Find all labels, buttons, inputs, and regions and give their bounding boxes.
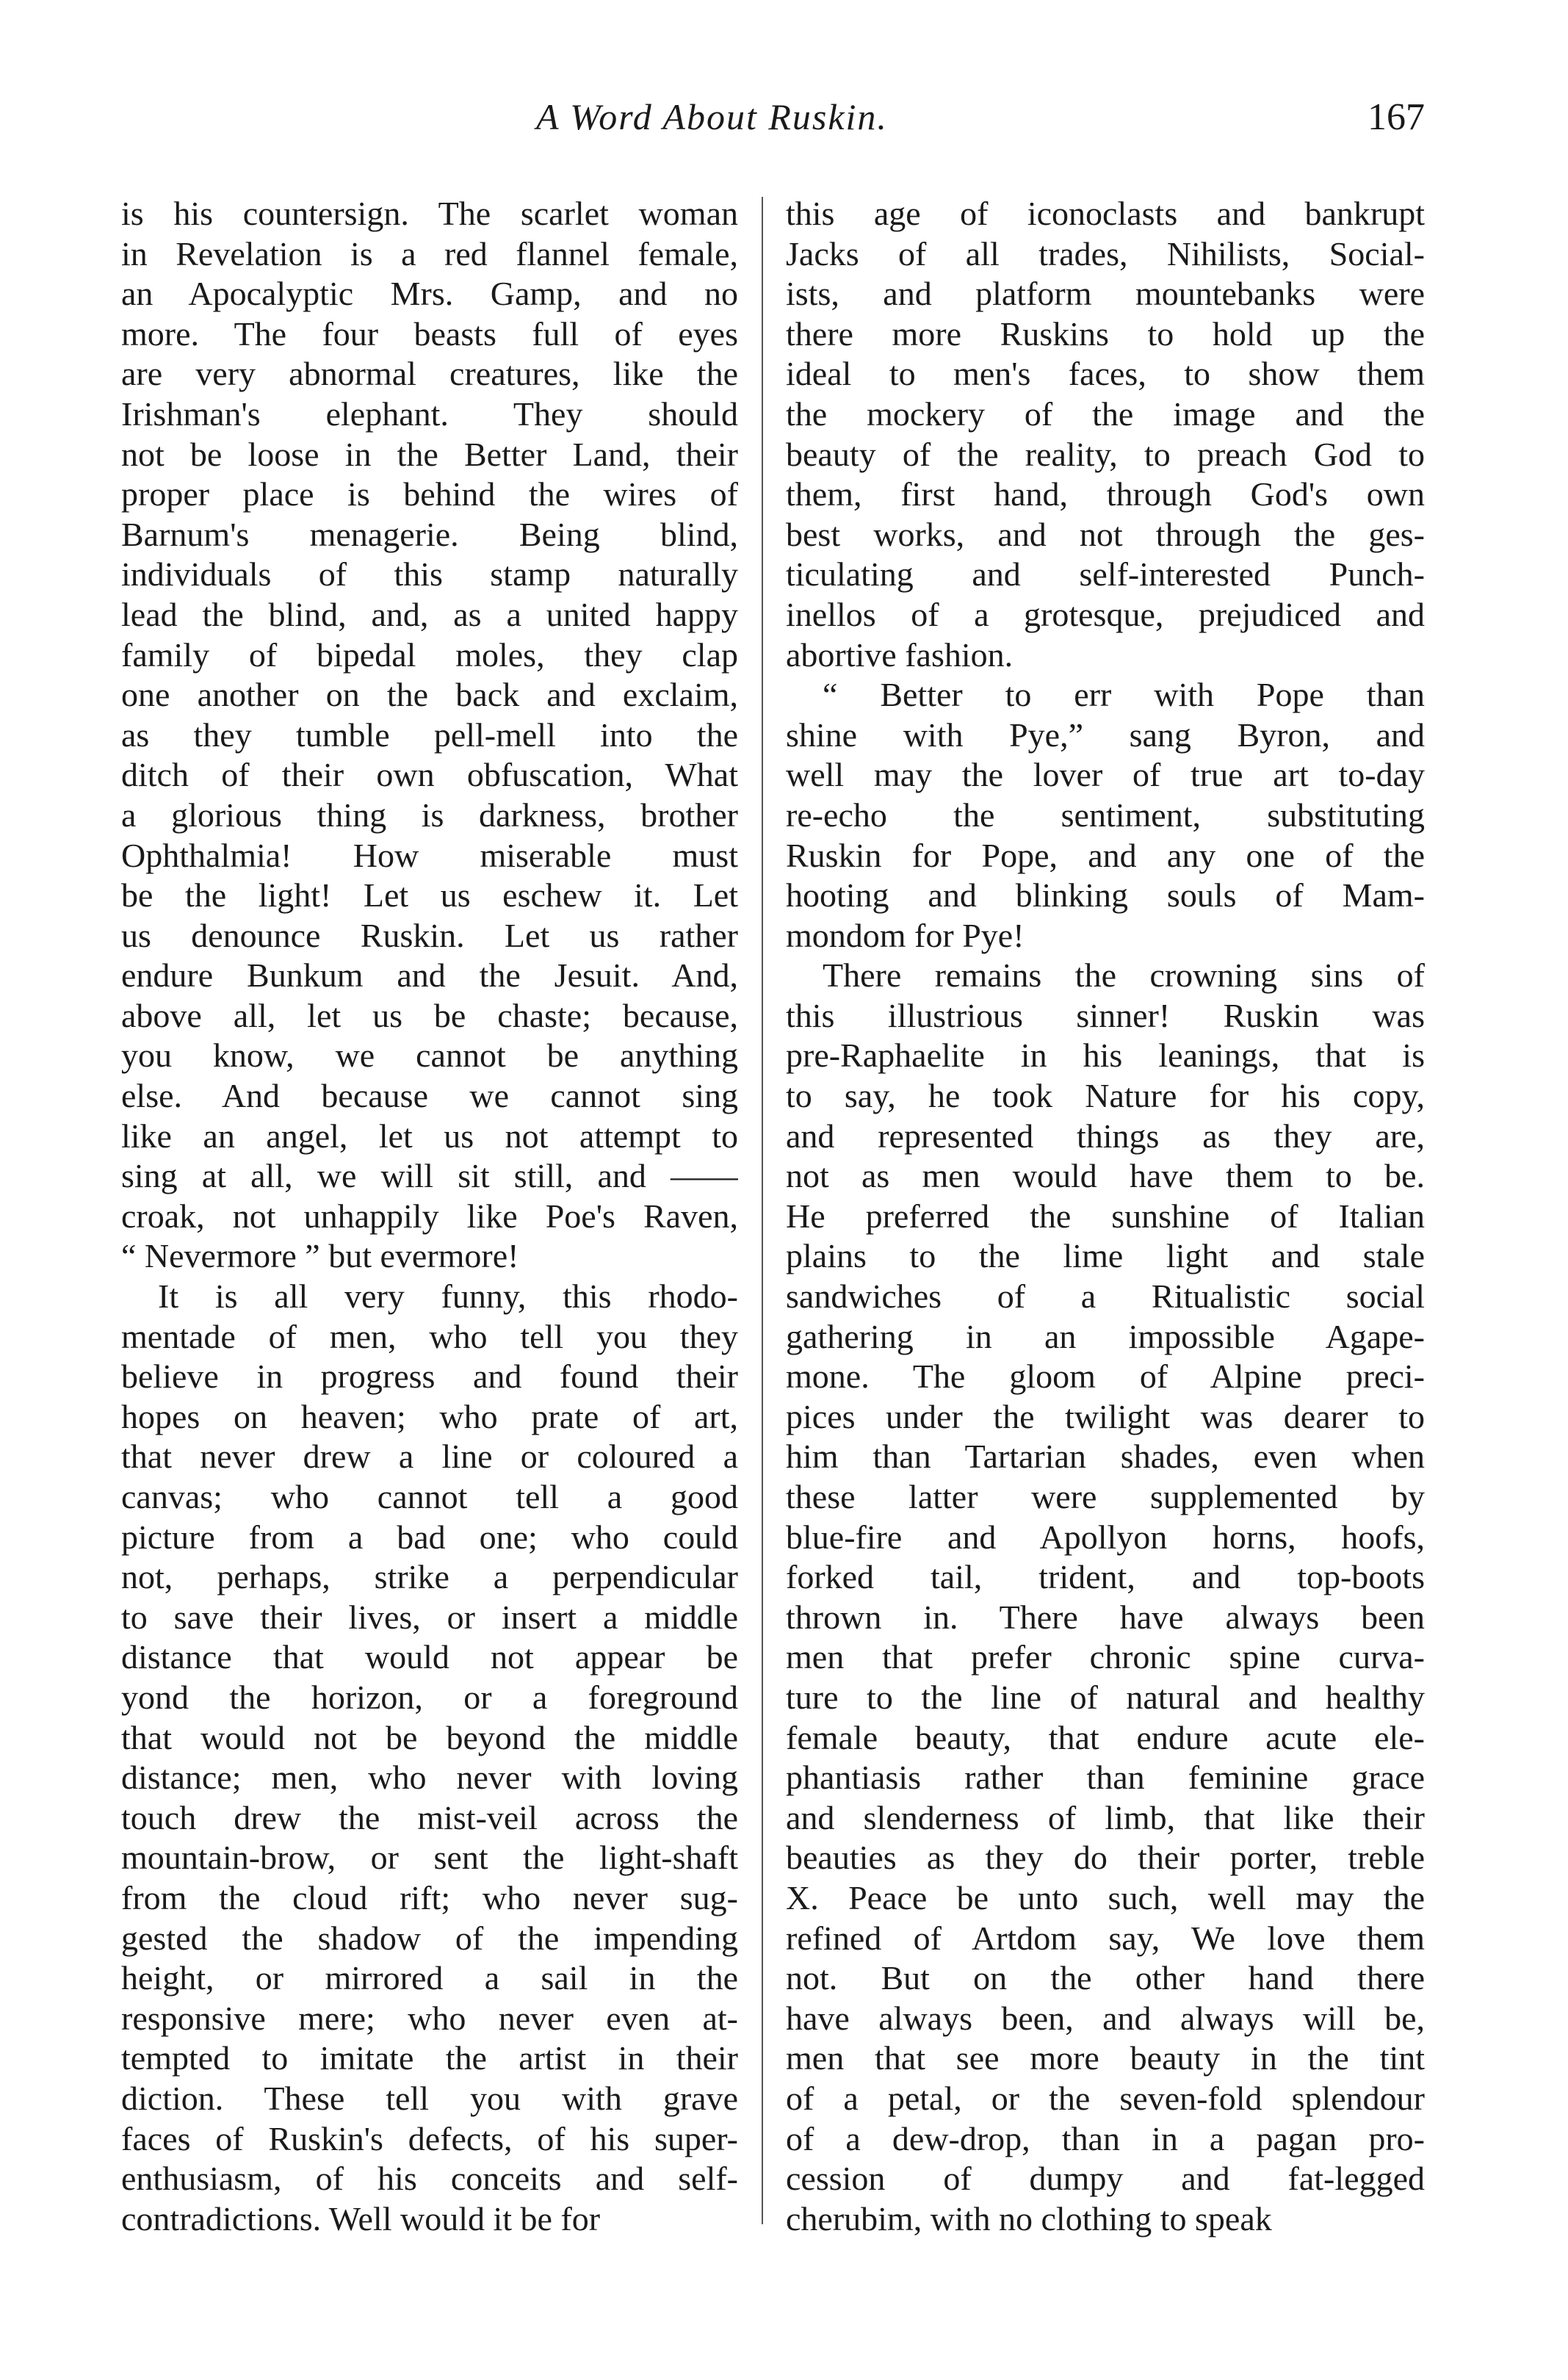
text-line: cession of dumpy and fat-legged [786,2160,1425,2198]
text-line: one another on the back and exclaim, [121,676,738,714]
text-line: family of bipedal moles, they clap [121,635,738,674]
text-line: a glorious thing is darkness, brother [121,796,738,834]
text-line: ideal to men's faces, to show them [786,355,1425,393]
text-line: lead the blind, and, as a united happy [121,595,738,633]
text-line: abortive fashion. [786,635,1014,674]
text-line: to save their lives, or insert a middle [121,1598,738,1636]
text-line: else. And because we cannot sing [121,1077,738,1115]
text-line: this illustrious sinner! Ruskin was [786,996,1425,1034]
text-line: It is all very funny, this rhodo- [158,1277,738,1316]
column-divider [762,197,763,2224]
text-line: phantiasis rather than feminine grace [786,1759,1425,1797]
text-line: be the light! Let us eschew it. Let [121,876,738,915]
text-line: enthusiasm, of his conceits and self- [121,2160,738,2198]
text-line: blue-fire and Apollyon horns, hoofs, [786,1518,1425,1556]
text-line: of a petal, or the seven-fold splendour [786,2079,1425,2117]
text-line: that would not be beyond the middle [121,1718,738,1756]
text-line: men that see more beauty in the tint [786,2039,1425,2077]
text-line: as they tumble pell-mell into the [121,715,738,754]
text-line: responsive mere; who never even at- [121,1999,738,2037]
text-line: and represented things as they are, [786,1117,1425,1155]
text-line: yond the horizon, or a foreground [121,1678,738,1716]
text-line: the mockery of the image and the [786,394,1425,433]
text-line: Barnum's menagerie. Being blind, [121,515,738,553]
text-line: mountain-brow, or sent the light-shaft [121,1839,738,1877]
right-column [786,194,1425,2239]
text-line: not as men would have them to be. [786,1157,1425,1195]
text-line: ture to the line of natural and healthy [786,1678,1425,1716]
text-line: to say, he took Nature for his copy, [786,1077,1425,1115]
text-line: Irishman's elephant. They should [121,394,738,433]
left-column [121,194,738,2239]
text-line: pre-Raphaelite in his leanings, that is [786,1036,1425,1075]
text-line: female beauty, that endure acute ele- [786,1718,1425,1756]
text-line: re-echo the sentiment, substituting [786,796,1425,834]
text-line: an Apocalyptic Mrs. Gamp, and no [121,275,738,313]
text-line: diction. These tell you with grave [121,2079,738,2117]
text-line: There remains the crowning sins of [823,956,1425,995]
text-line: canvas; who cannot tell a good [121,1478,738,1515]
text-line: gested the shadow of the impending [121,1919,738,1957]
text-line: “ Nevermore ” but evermore! [121,1237,519,1275]
text-line: sandwiches of a Ritualistic social [786,1277,1425,1316]
text-line: picture from a bad one; who could [121,1518,738,1556]
running-head [125,95,1432,154]
text-line: like an angel, let us not attempt to [121,1117,738,1155]
text-line: beauty of the reality, to preach God to [786,435,1425,473]
text-line: refined of Artdom say, We love them [786,1919,1425,1957]
text-line: not, perhaps, strike a perpendicular [121,1558,738,1596]
text-line: men that prefer chronic spine curva- [786,1638,1425,1676]
text-line: ists, and platform mountebanks were [786,275,1425,313]
text-line: of a dew-drop, than in a pagan pro- [786,2119,1425,2157]
text-line: distance; men, who never with loving [121,1759,738,1797]
text-line: mondom for Pye! [786,916,1025,954]
text-line: mentade of men, who tell you they [121,1317,738,1355]
text-line: Jacks of all trades, Nihilists, Social- [786,234,1425,273]
running-title: A Word About Ruskin. [536,96,888,137]
text-line: sing at all, we will sit still, and —— [121,1157,738,1195]
text-line: above all, let us be chaste; because, [121,996,738,1034]
text-line: thrown in. There have always been [786,1598,1425,1636]
text-line: touch drew the mist-veil across the [121,1798,738,1836]
text-line: Ruskin for Pope, and any one of the [786,836,1425,874]
text-line: “ Better to err with Pope than [823,676,1425,714]
text-line: not. But on the other hand there [786,1959,1425,1997]
text-line: hopes on heaven; who prate of art, [121,1397,738,1435]
text-line: and slenderness of limb, that like their [786,1798,1425,1836]
text-line: He preferred the sunshine of Italian [786,1197,1425,1235]
text-line: gathering in an impossible Agape- [786,1317,1425,1355]
text-line: not be loose in the Better Land, their [121,435,738,473]
text-line: have always been, and always will be, [786,1999,1425,2037]
text-line: height, or mirrored a sail in the [121,1959,738,1997]
text-line: this age of iconoclasts and bankrupt [786,195,1425,232]
text-line: is his countersign. The scarlet woman [121,195,738,232]
text-line: him than Tartarian shades, even when [786,1438,1425,1476]
text-line: distance that would not appear be [121,1638,738,1676]
text-line: X. Peace be unto such, well may the [786,1878,1425,1916]
text-line: proper place is behind the wires of [121,475,738,513]
text-line: contradictions. Well would it be for [121,2199,601,2237]
text-line: endure Bunkum and the Jesuit. And, [121,956,738,995]
text-line: ditch of their own obfuscation, What [121,756,738,794]
text-line: forked tail, trident, and top-boots [786,1558,1425,1596]
text-line: that never drew a line or coloured a [121,1438,738,1476]
text-line: are very abnormal creatures, like the [121,355,738,393]
text-line: plains to the lime light and stale [786,1237,1425,1275]
text-line: you know, we cannot be anything [121,1036,738,1075]
text-line: beauties as they do their porter, treble [786,1839,1425,1877]
text-line: best works, and not through the ges- [786,515,1425,553]
text-line: pices under the twilight was dearer to [786,1397,1425,1435]
text-line: these latter were supplemented by [786,1478,1425,1515]
text-line: there more Ruskins to hold up the [786,314,1425,353]
text-line: them, first hand, through God's own [786,475,1425,513]
text-line: tempted to imitate the artist in their [121,2039,738,2077]
text-line: well may the lover of true art to-day [786,756,1425,794]
text-line: shine with Pye,” sang Byron, and [786,715,1425,754]
text-line: individuals of this stamp naturally [121,555,738,594]
text-line: hooting and blinking souls of Mam- [786,876,1425,915]
text-line: Ophthalmia! How miserable must [121,836,738,874]
text-line: more. The four beasts full of eyes [121,314,738,353]
text-line: inellos of a grotesque, prejudiced and [786,595,1425,633]
text-line: us denounce Ruskin. Let us rather [121,916,738,954]
text-line: croak, not unhappily like Poe's Raven, [121,1197,738,1235]
text-line: in Revelation is a red flannel female, [121,234,738,273]
page-number: 167 [1368,96,1425,138]
text-line: ticulating and self-interested Punch- [786,555,1425,594]
text-line: believe in progress and found their [121,1357,738,1396]
text-line: faces of Ruskin's defects, of his super- [121,2119,738,2157]
text-line: cherubim, with no clothing to speak [786,2199,1272,2237]
text-line: mone. The gloom of Alpine preci- [786,1357,1425,1396]
text-line: from the cloud rift; who never sug- [121,1878,738,1916]
